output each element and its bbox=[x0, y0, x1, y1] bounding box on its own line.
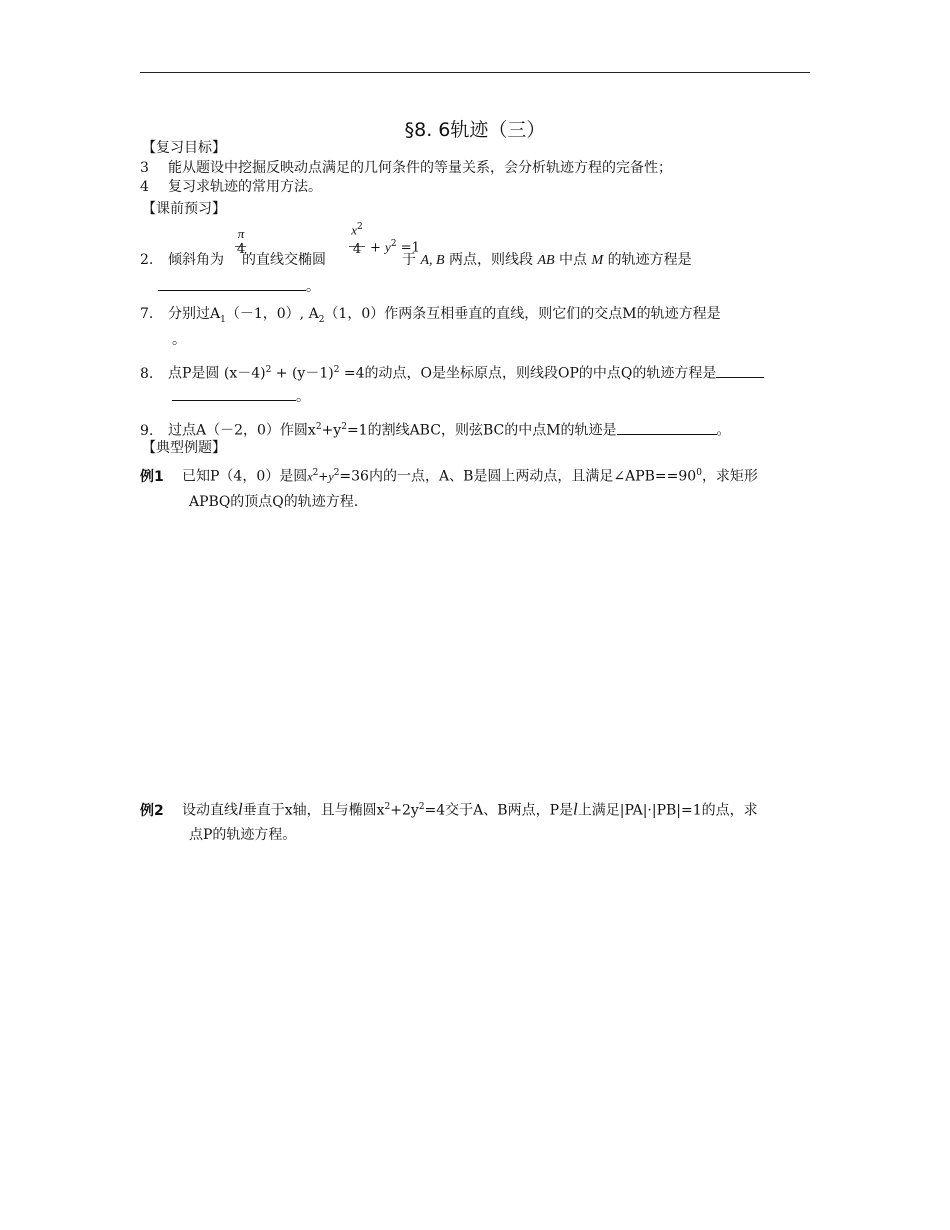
page-title: §8. 6轨迹（三） bbox=[404, 119, 546, 141]
ellipse-numerator: $x^2$ bbox=[351, 222, 363, 238]
example-2-label: 例2 bbox=[140, 802, 164, 819]
answer-blank-8: 。 bbox=[172, 387, 310, 407]
goal-text: 复习求轨迹的常用方法。 bbox=[168, 179, 322, 195]
goal-item bbox=[140, 158, 672, 178]
section-examples: 【典型例题】 bbox=[142, 440, 226, 456]
example-2: 例2 设动直线l垂直于x轴，且与椭圆$x^2+2y^2=4$交于A、B两点，P是l上满足|PA|·|PB|=1的点，求 bbox=[140, 799, 758, 819]
goal-number: 4 bbox=[140, 179, 149, 195]
goal-item bbox=[140, 177, 322, 197]
pi-numerator: π bbox=[237, 226, 245, 241]
example-1: 例1 已知P（4，0）是圆$x^2+y^2=36$内的一点，A、B是圆上两动点，且满足$\angle APB==90^0$，求矩形 bbox=[140, 468, 758, 485]
example-1-cont: APBQ的顶点Q的轨迹方程. bbox=[189, 494, 359, 510]
goal-text: 能从题设中挖掘反映动点满足的几何条件的等量关系，会分析轨迹方程的完备性； bbox=[168, 160, 672, 176]
example-1-label: 例1 bbox=[140, 468, 164, 485]
question-9: 9. 过点A（－2，0）作圆$x^2+y^2=1$的割线ABC，则弦BC的中点M的轨迹是 。 bbox=[140, 422, 731, 439]
section-goals: 【复习目标】 bbox=[142, 140, 226, 156]
question-7: 7. 分别过$A_1(-1$，0）, $A_2(1$，0）作两条互相垂直的直线，则它们的交点M的轨迹方程是 bbox=[140, 306, 721, 325]
question-8: 8. 点P是圆 $(x-4)^2 + (y-1)^2 =4$的动点，O是坐标原点，则线段OP的中点Q的轨迹方程是 bbox=[140, 360, 764, 384]
question-2: 2. 倾斜角为 的直线交椭圆 于 A, B 两点，则线段 AB 中点 M 的轨迹方程是 bbox=[140, 252, 692, 268]
section-preview: 【课前预习】 bbox=[142, 201, 226, 217]
answer-blank-7: 。 bbox=[172, 332, 186, 348]
ellipse-denominator: 4 bbox=[352, 242, 362, 257]
pi-denominator: 4 bbox=[236, 242, 246, 257]
ellipse-rest: + $y^2 =1$ bbox=[370, 239, 420, 256]
header-rule bbox=[140, 72, 810, 73]
goal-number: 3 bbox=[140, 160, 149, 176]
example-2-cont: 点P的轨迹方程。 bbox=[189, 827, 297, 843]
answer-blank-2: 。 bbox=[158, 277, 320, 297]
